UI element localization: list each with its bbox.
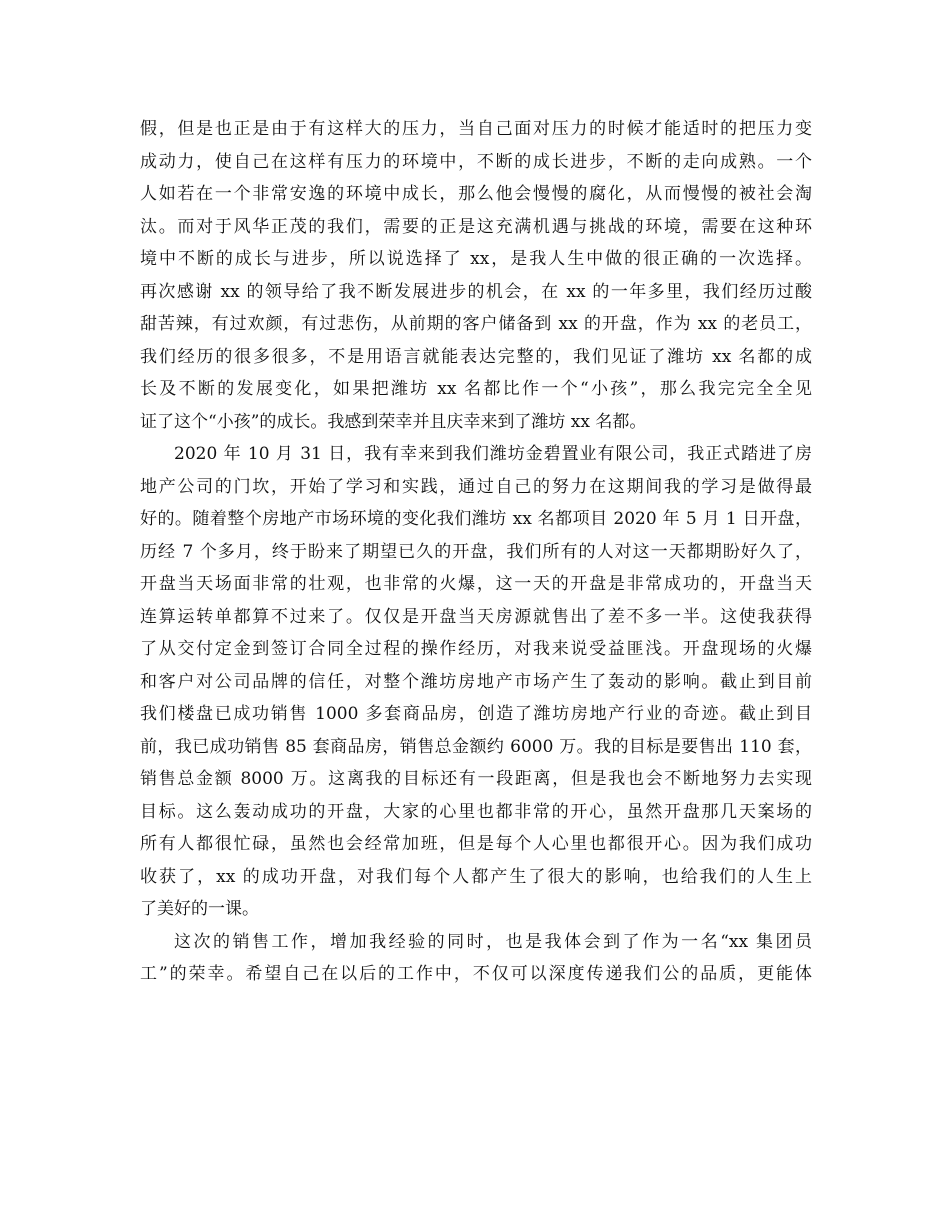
text-line: 地产公司的门坎，开始了学习和实践，通过自己的努力在这期间我的学习是做得最 bbox=[140, 476, 812, 497]
text-line: 好的。随着整个房地产市场环境的变化我们潍坊 xx 名都项目 2020 年 5 月 1 日开盘， bbox=[140, 509, 812, 529]
text-line: 了从交付定金到签订合同全过程的操作经历，对我来说受益匪浅。开盘现场的火爆 bbox=[140, 639, 812, 659]
paragraph-2 bbox=[140, 438, 812, 926]
text-line: 收获了，xx 的成功开盘，对我们每个人都产生了很大的影响，也给我们的人生上 bbox=[140, 866, 812, 887]
text-line: 开盘当天场面非常的壮观，也非常的火爆，这一天的开盘是非常成功的，开盘当天 bbox=[140, 574, 812, 594]
text-line: 我们经历的很多很多，不是用语言就能表达完整的，我们见证了潍坊 xx 名都的成 bbox=[140, 346, 812, 367]
document-body bbox=[140, 113, 812, 991]
text-line: 销售总金额 8000 万。这离我的目标还有一段距离，但是我也会不断地努力去实现 bbox=[140, 769, 812, 789]
text-line: 连算运转单都算不过来了。仅仅是开盘当天房源就售出了差不多一半。这使我获得 bbox=[140, 606, 812, 627]
text-line: 了美好的一课。 bbox=[140, 899, 259, 919]
text-line: 和客户对公司品牌的信任，对整个潍坊房地产市场产生了轰动的影响。截止到目前 bbox=[140, 671, 812, 692]
text-line: 成动力，使自己在这样有压力的环境中，不断的成长进步，不断的走向成熟。一个 bbox=[140, 151, 812, 172]
text-line: 工”的荣幸。希望自己在以后的工作中，不仅可以深度传递我们公的品质，更能体 bbox=[140, 964, 812, 984]
text-line: 甜苦辣，有过欢颜，有过悲伤，从前期的客户储备到 xx 的开盘，作为 xx 的老员工， bbox=[140, 314, 812, 334]
text-line: 2020 年 10 月 31 日，我有幸来到我们潍坊金碧置业有限公司，我正式踏进了房 bbox=[174, 444, 812, 464]
text-line: 证了这个“小孩”的成长。我感到荣幸并且庆幸来到了潍坊 xx 名都。 bbox=[140, 411, 647, 432]
text-line: 汰。而对于风华正茂的我们，需要的正是这充满机遇与挑战的环境，需要在这种环 bbox=[140, 216, 812, 237]
text-line: 历经 7 个多月，终于盼来了期望已久的开盘，我们所有的人对这一天都期盼好久了， bbox=[140, 541, 812, 562]
text-line: 假，但是也正是由于有这样大的压力，当自己面对压力的时候才能适时的把压力变 bbox=[140, 119, 812, 139]
text-line: 前，我已成功销售 85 套商品房，销售总金额约 6000 万。我的目标是要售出 110 套， bbox=[140, 736, 812, 757]
text-line: 这次的销售工作，增加我经验的同时，也是我体会到了作为一名“xx 集团员 bbox=[174, 931, 812, 952]
text-line: 我们楼盘已成功销售 1000 多套商品房，创造了潍坊房地产行业的奇迹。截止到目 bbox=[140, 704, 812, 724]
text-line: 境中不断的成长与进步，所以说选择了 xx，是我人生中做的很正确的一次选择。 bbox=[140, 249, 812, 269]
text-line: 所有人都很忙碌，虽然也会经常加班，但是每个人心里也都很开心。因为我们成功 bbox=[140, 834, 812, 854]
paragraph-3 bbox=[140, 926, 812, 991]
text-line: 再次感谢 xx 的领导给了我不断发展进步的机会，在 xx 的一年多里，我们经历过酸 bbox=[140, 281, 812, 302]
text-line: 目标。这么轰动成功的开盘，大家的心里也都非常的开心，虽然开盘那几天案场的 bbox=[140, 801, 812, 822]
paragraph-1 bbox=[140, 113, 812, 438]
text-line: 长及不断的发展变化，如果把潍坊 xx 名都比作一个“小孩”，那么我完完全全见 bbox=[140, 379, 812, 399]
text-line: 人如若在一个非常安逸的环境中成长，那么他会慢慢的腐化，从而慢慢的被社会淘 bbox=[140, 184, 812, 204]
